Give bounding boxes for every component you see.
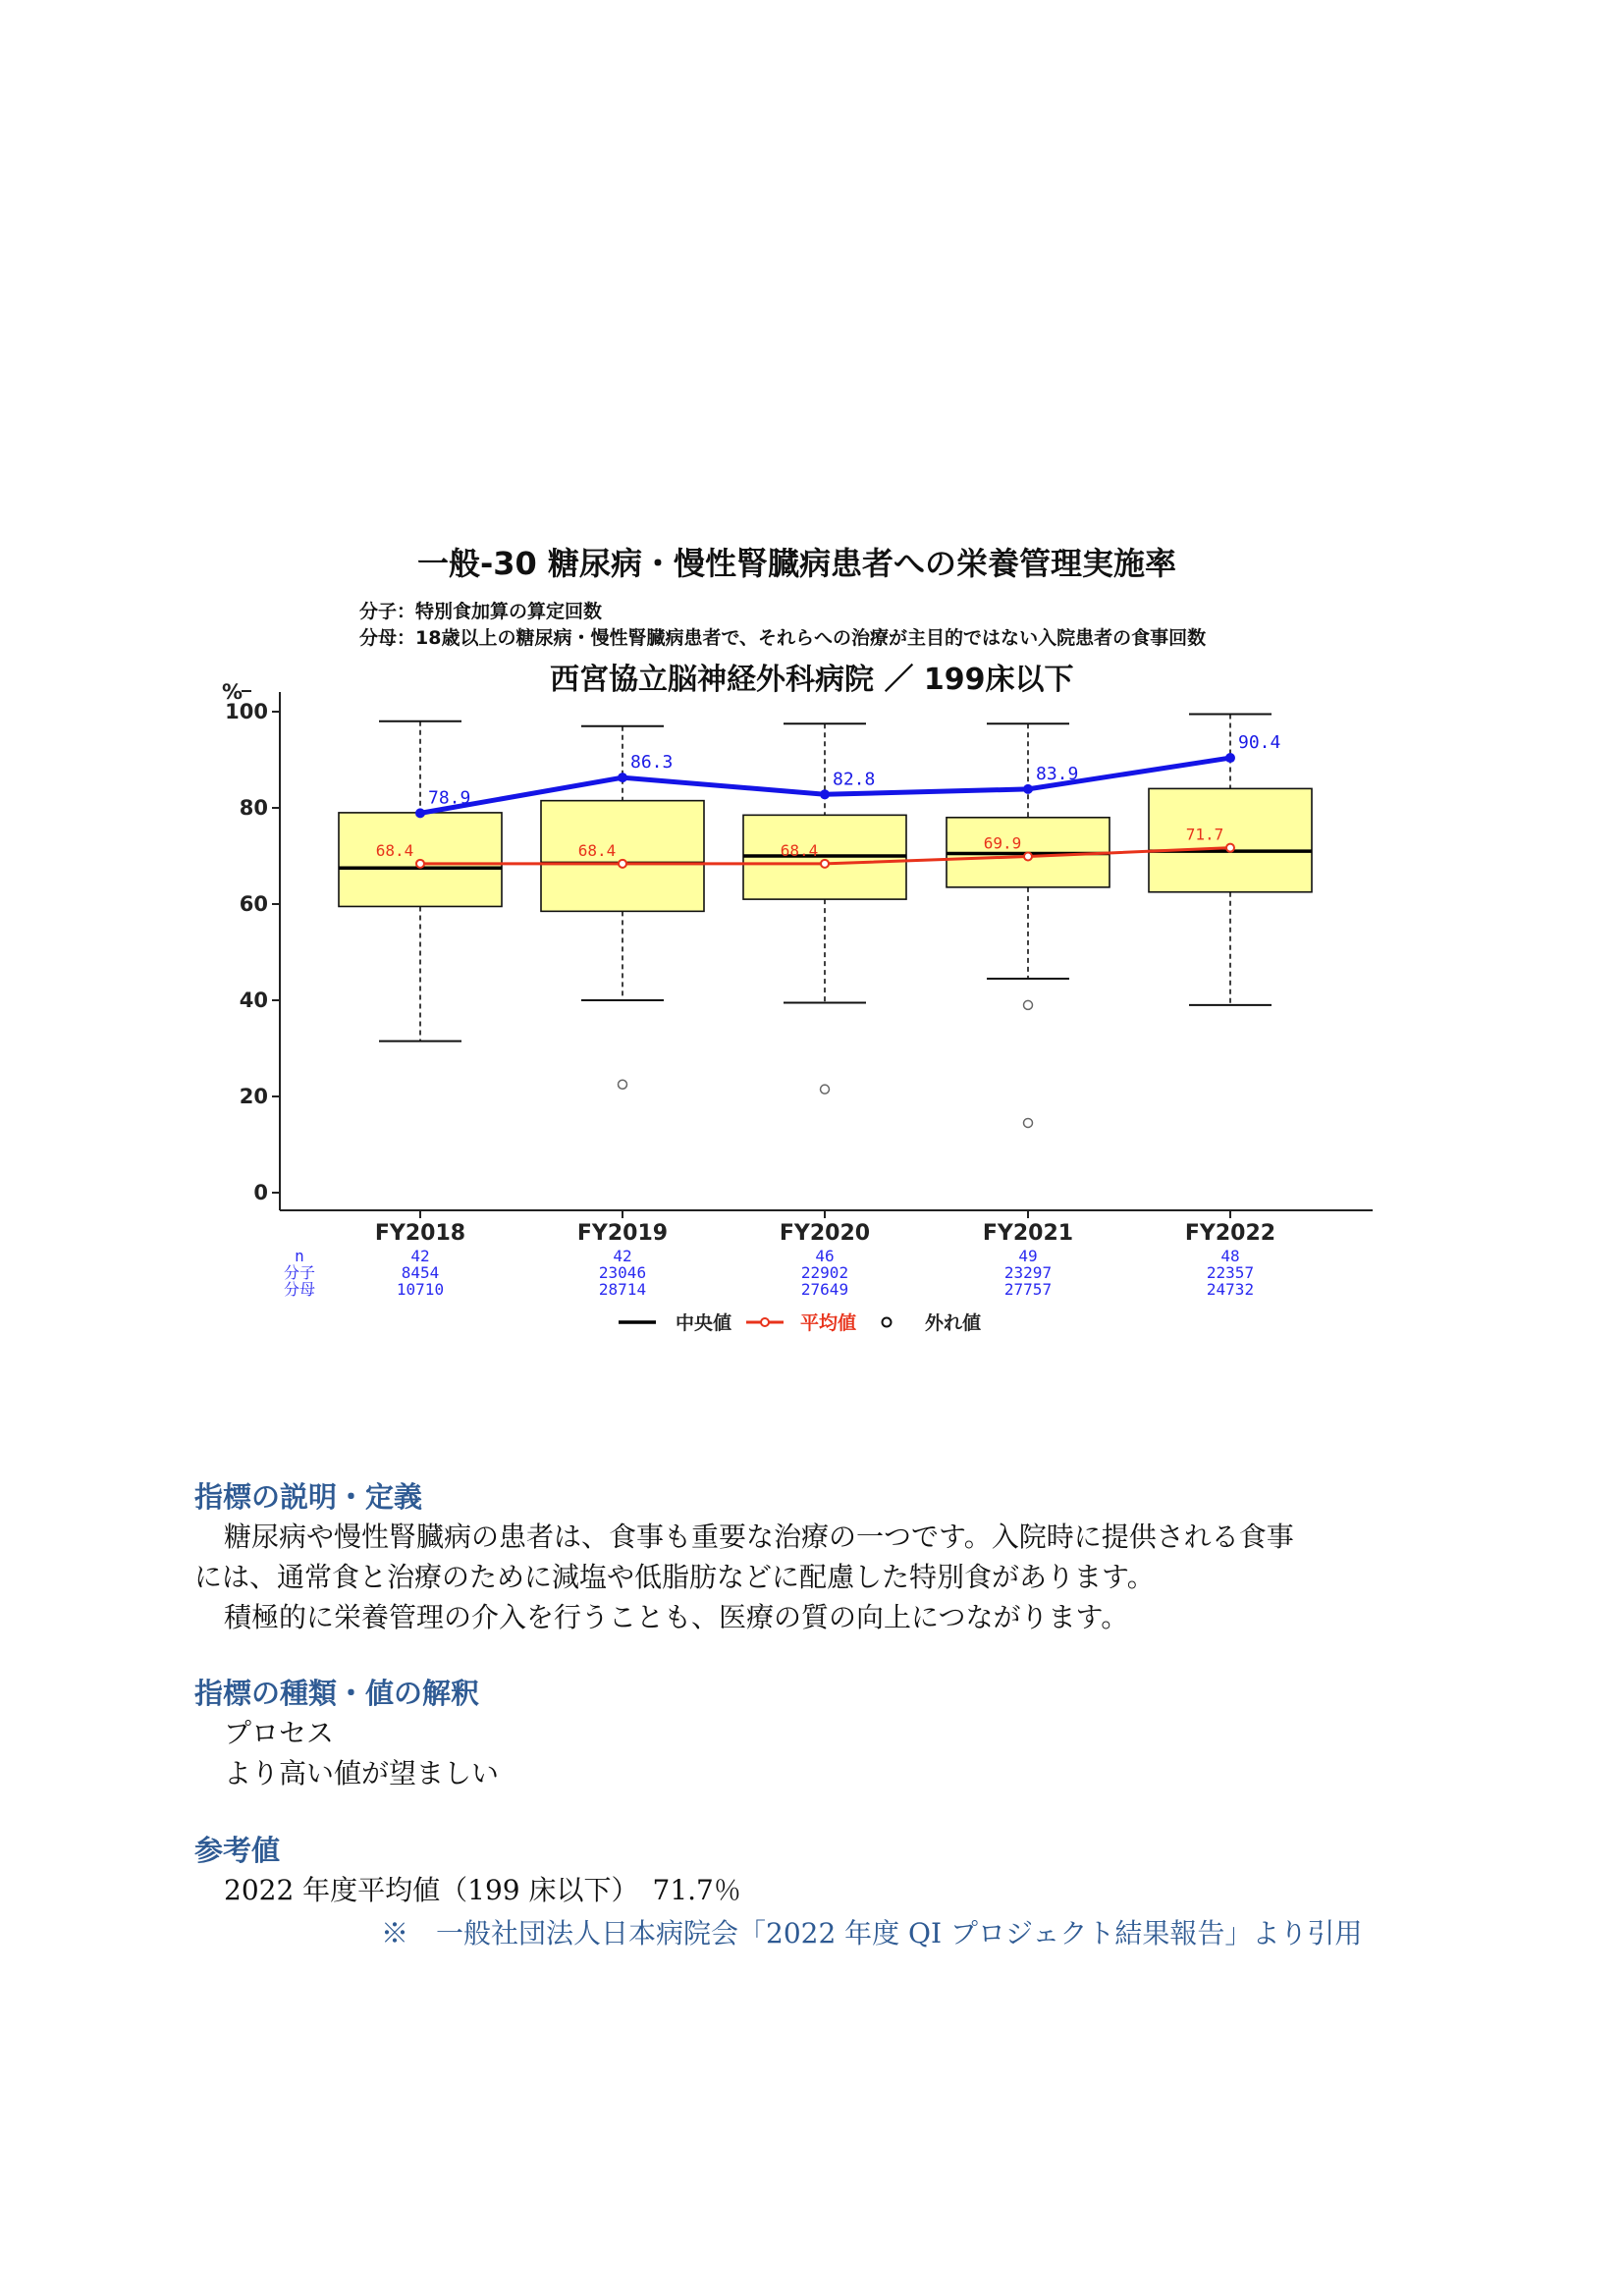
count-value: 27757 (1003, 1280, 1053, 1299)
type-line-1: プロセス (224, 1717, 335, 1749)
boxes (339, 714, 1312, 1127)
box-iqr (541, 801, 704, 912)
mean-point (1024, 852, 1032, 860)
count-value: 8454 (401, 1263, 440, 1282)
count-value: 22902 (800, 1263, 849, 1282)
mean-point (821, 860, 829, 868)
count-value: 46 (815, 1247, 835, 1265)
x-tick-label: FY2020 (779, 1221, 871, 1246)
y-tick-label: 20 (239, 1085, 268, 1108)
count-row-label: 分子 (283, 1263, 316, 1282)
count-value: 23046 (598, 1263, 647, 1282)
legend-mean-marker (761, 1318, 769, 1326)
x-tick-label: FY2019 (576, 1221, 669, 1246)
numerator-definition: 分子：特別食加算の算定回数 (359, 601, 603, 622)
hospital-label: 90.4 (1238, 732, 1281, 754)
definition-line-3: 積極的に栄養管理の介入を行うことも、医療の質の向上につながります。 (224, 1601, 1129, 1633)
chart-subtitle: 西宮協立脳神経外科病院 ／ 199床以下 (550, 663, 1074, 697)
count-value: 22357 (1206, 1263, 1255, 1282)
definition-section (194, 1477, 1432, 1637)
hospital-point (1225, 753, 1235, 763)
hospital-point (820, 789, 830, 799)
mean-label: 68.4 (780, 840, 819, 860)
outlier-point (821, 1085, 830, 1094)
mean-label: 68.4 (577, 840, 617, 860)
legend-outlier-marker (883, 1318, 892, 1327)
type-section (194, 1674, 1432, 1793)
mean-point (1226, 844, 1234, 852)
hospital-point (415, 808, 425, 818)
type-heading: 指標の種類・値の解釈 (194, 1677, 480, 1710)
outlier-point (1024, 1000, 1033, 1009)
y-tick-label: 40 (239, 988, 268, 1012)
mean-label: 69.9 (983, 833, 1022, 853)
mean-label: 68.4 (375, 840, 414, 860)
reference-note: ※ 一般社団法人日本病院会「2022 年度 QI プロジェクト結果報告」より引用 (381, 1917, 1363, 1949)
x-tick-label: FY2022 (1184, 1221, 1276, 1246)
y-tick-label: 0 (253, 1181, 268, 1204)
mean-point (619, 860, 626, 868)
reference-heading: 参考値 (194, 1834, 281, 1867)
legend-mean-label: 平均値 (800, 1312, 857, 1334)
count-value: 49 (1018, 1247, 1038, 1265)
count-value: 27649 (800, 1280, 849, 1299)
hospital-point (1023, 784, 1033, 794)
chart-title: 一般-30 糖尿病・慢性腎臓病患者への栄養管理実施率 (417, 545, 1176, 582)
axes (225, 692, 1373, 1246)
definition-line-2: には、通常食と治療のために減塩や低脂肪などに配慮した特別食があります。 (194, 1561, 1155, 1593)
outlier-point (619, 1080, 627, 1089)
reference-section (194, 1831, 1432, 1910)
y-axis-unit: % (222, 680, 244, 704)
count-table (284, 1247, 1254, 1299)
count-value: 10710 (396, 1280, 445, 1299)
y-tick-label: 60 (239, 892, 268, 916)
hospital-label: 78.9 (428, 787, 471, 809)
y-tick-label: 100 (225, 700, 268, 723)
count-value: 23297 (1003, 1263, 1053, 1282)
count-value: 42 (410, 1247, 430, 1265)
reference-value: 2022 年度平均値（199 床以下） 71.7％ (224, 1874, 741, 1906)
outlier-point (1024, 1118, 1033, 1127)
legend-outlier-label: 外れ値 (925, 1312, 982, 1334)
mean-label: 71.7 (1185, 825, 1224, 844)
denominator-definition: 分母：18歳以上の糖尿病・慢性腎臓病患者で、それらへの治療が主目的ではない入院患者の食事回数 (359, 627, 1207, 649)
hospital-point (618, 773, 627, 782)
x-tick-label: FY2018 (374, 1221, 466, 1246)
count-value: 42 (613, 1247, 632, 1265)
legend-median-label: 中央値 (676, 1312, 732, 1334)
count-value: 24732 (1206, 1280, 1255, 1299)
count-value: 28714 (598, 1280, 647, 1299)
hospital-label: 86.3 (630, 752, 674, 774)
type-line-2: より高い値が望ましい (224, 1757, 500, 1789)
hospital-label: 82.8 (833, 769, 876, 790)
x-tick-label: FY2021 (982, 1221, 1074, 1246)
hospital-label: 83.9 (1036, 763, 1079, 784)
definition-heading: 指標の説明・定義 (194, 1480, 423, 1514)
legend (619, 1311, 981, 1334)
y-tick-label: 80 (239, 796, 268, 820)
count-row-label: n (295, 1247, 304, 1265)
definition-line-1: 糖尿病や慢性腎臓病の患者は、食事も重要な治療の一つです。入院時に提供される食事 (224, 1521, 1294, 1553)
count-row-label: 分母 (283, 1280, 316, 1299)
mean-point (416, 860, 424, 868)
box-iqr (1149, 788, 1312, 891)
count-value: 48 (1220, 1247, 1240, 1265)
